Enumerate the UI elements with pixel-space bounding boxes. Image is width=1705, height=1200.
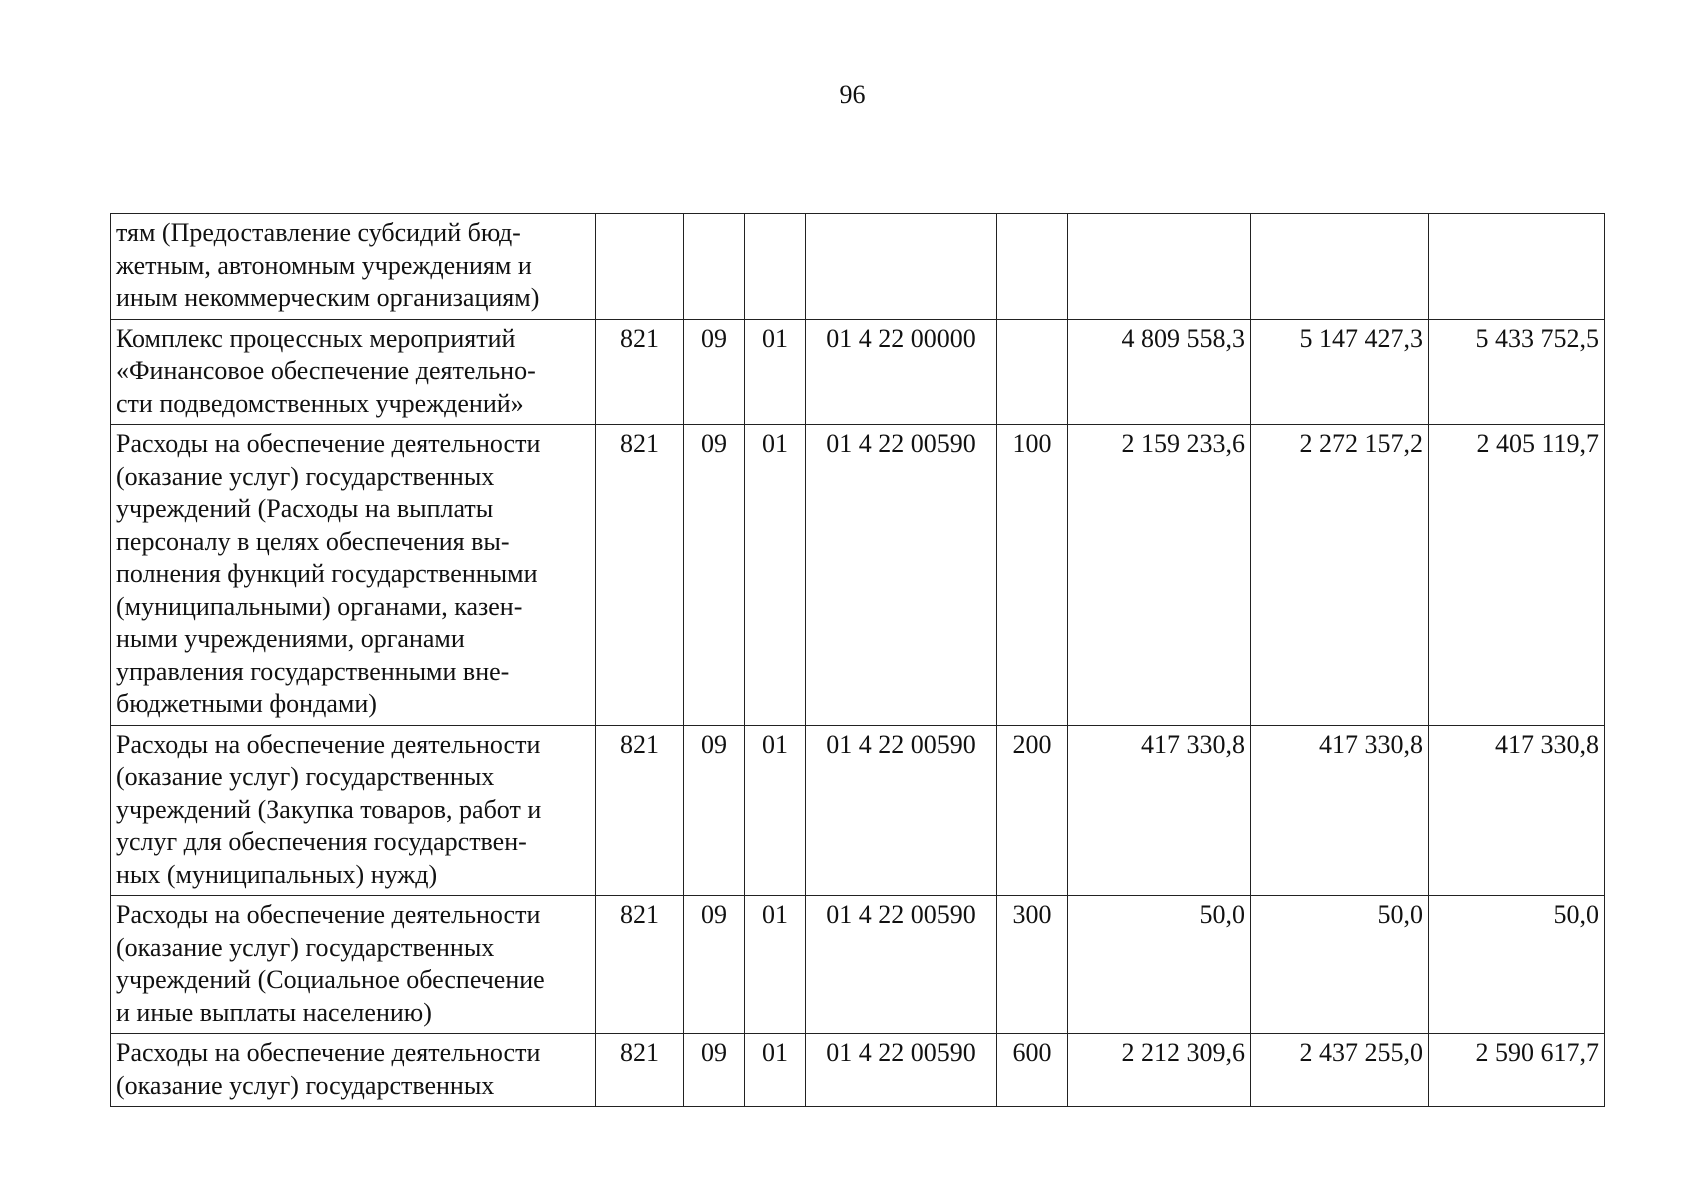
expense-type-cell	[997, 319, 1068, 425]
expense-name-line: персоналу в целях обеспечения вы-	[116, 526, 510, 556]
expense-type-cell	[997, 214, 1068, 320]
amount-year-1-cell: 417 330,8	[1068, 725, 1251, 896]
expense-name-line: «Финансовое обеспечение деятельно-	[116, 356, 536, 385]
amount-year-3-cell: 417 330,8	[1429, 725, 1605, 896]
table-body	[111, 214, 1605, 1107]
ministry-code-cell	[596, 214, 684, 320]
expense-name-line: (оказание услуг) государственных	[116, 932, 495, 962]
amount-year-2-cell: 417 330,8	[1251, 725, 1429, 896]
section-code-cell	[684, 214, 745, 320]
ministry-code-cell: 821	[596, 319, 684, 425]
target-article-cell	[806, 214, 997, 320]
expense-type-cell: 600	[997, 1034, 1068, 1107]
amount-year-2-cell: 2 272 157,2	[1251, 425, 1429, 726]
expense-name-line: тям (Предоставление субсидий бюд-	[116, 218, 521, 247]
section-code-cell: 09	[684, 319, 745, 425]
expense-name-line: сти подведомственных учреждений»	[116, 388, 524, 418]
amount-year-2-cell	[1251, 214, 1429, 320]
expense-name-line: (муниципальными) органами, казен-	[116, 591, 523, 621]
expense-name-line: (оказание услуг) государственных	[116, 1070, 495, 1100]
expense-name-line: Расходы на обеспечение деятельности	[116, 900, 541, 929]
amount-year-2-cell: 5 147 427,3	[1251, 319, 1429, 425]
target-article-cell: 01 4 22 00590	[806, 725, 997, 896]
amount-year-1-cell: 4 809 558,3	[1068, 319, 1251, 425]
expense-name-line: иным некоммерческим организациям)	[116, 283, 540, 312]
expense-name-cell	[111, 425, 596, 726]
ministry-code-cell: 821	[596, 725, 684, 896]
target-article-cell: 01 4 22 00590	[806, 1034, 997, 1107]
amount-year-1-cell	[1068, 214, 1251, 320]
amount-year-3-cell: 50,0	[1429, 896, 1605, 1034]
section-code-cell: 09	[684, 725, 745, 896]
expense-name-line: управления государственными вне-	[116, 656, 510, 686]
target-article-cell: 01 4 22 00590	[806, 425, 997, 726]
amount-year-2-cell: 50,0	[1251, 896, 1429, 1034]
table-row	[111, 319, 1605, 425]
expense-type-cell: 100	[997, 425, 1068, 726]
section-code-cell: 09	[684, 896, 745, 1034]
table-row	[111, 425, 1605, 726]
subsection-code-cell: 01	[745, 725, 806, 896]
expense-name-line: Расходы на обеспечение деятельности	[116, 429, 541, 458]
expense-name-line: учреждений (Расходы на выплаты	[116, 494, 494, 523]
subsection-code-cell: 01	[745, 1034, 806, 1107]
expense-name-line: и иные выплаты населению)	[116, 997, 432, 1027]
amount-year-2-cell: 2 437 255,0	[1251, 1034, 1429, 1107]
ministry-code-cell: 821	[596, 425, 684, 726]
expense-name-line: (оказание услуг) государственных	[116, 461, 495, 491]
expense-name-line: ных (муниципальных) нужд)	[116, 859, 438, 889]
expense-name-cell	[111, 725, 596, 896]
expense-name-line: услуг для обеспечения государствен-	[116, 827, 527, 856]
expense-name-line: Комплекс процессных мероприятий	[116, 323, 516, 353]
amount-year-3-cell: 2 590 617,7	[1429, 1034, 1605, 1107]
expense-name-line: жетным, автономным учреждениям и	[116, 250, 532, 280]
target-article-cell: 01 4 22 00590	[806, 896, 997, 1034]
expense-name-cell	[111, 214, 596, 320]
ministry-code-cell: 821	[596, 896, 684, 1034]
subsection-code-cell: 01	[745, 896, 806, 1034]
table-row	[111, 1034, 1605, 1107]
expense-name-line: бюджетными фондами)	[116, 689, 377, 718]
amount-year-1-cell: 2 159 233,6	[1068, 425, 1251, 726]
table-row	[111, 214, 1605, 320]
expense-type-cell: 200	[997, 725, 1068, 896]
ministry-code-cell: 821	[596, 1034, 684, 1107]
subsection-code-cell: 01	[745, 425, 806, 726]
page-number: 96	[839, 80, 866, 109]
amount-year-3-cell: 5 433 752,5	[1429, 319, 1605, 425]
amount-year-3-cell: 2 405 119,7	[1429, 425, 1605, 726]
expense-name-line: учреждений (Социальное обеспечение	[116, 965, 545, 994]
subsection-code-cell: 01	[745, 319, 806, 425]
amount-year-3-cell	[1429, 214, 1605, 320]
expense-type-cell: 300	[997, 896, 1068, 1034]
expense-name-line: полнения функций государственными	[116, 559, 538, 588]
target-article-cell: 01 4 22 00000	[806, 319, 997, 425]
section-code-cell: 09	[684, 1034, 745, 1107]
expense-name-line: Расходы на обеспечение деятельности	[116, 1038, 541, 1067]
expense-name-cell	[111, 319, 596, 425]
subsection-code-cell	[745, 214, 806, 320]
expense-name-cell	[111, 1034, 596, 1107]
expense-name-line: Расходы на обеспечение деятельности	[116, 729, 541, 759]
section-code-cell: 09	[684, 425, 745, 726]
expense-name-cell	[111, 896, 596, 1034]
expense-name-line: учреждений (Закупка товаров, работ и	[116, 794, 542, 824]
table-row	[111, 896, 1605, 1034]
expense-name-line: ными учреждениями, органами	[116, 624, 465, 653]
table-row	[111, 725, 1605, 896]
amount-year-1-cell: 50,0	[1068, 896, 1251, 1034]
amount-year-1-cell: 2 212 309,6	[1068, 1034, 1251, 1107]
budget-table	[110, 213, 1605, 1107]
expense-name-line: (оказание услуг) государственных	[116, 762, 495, 791]
